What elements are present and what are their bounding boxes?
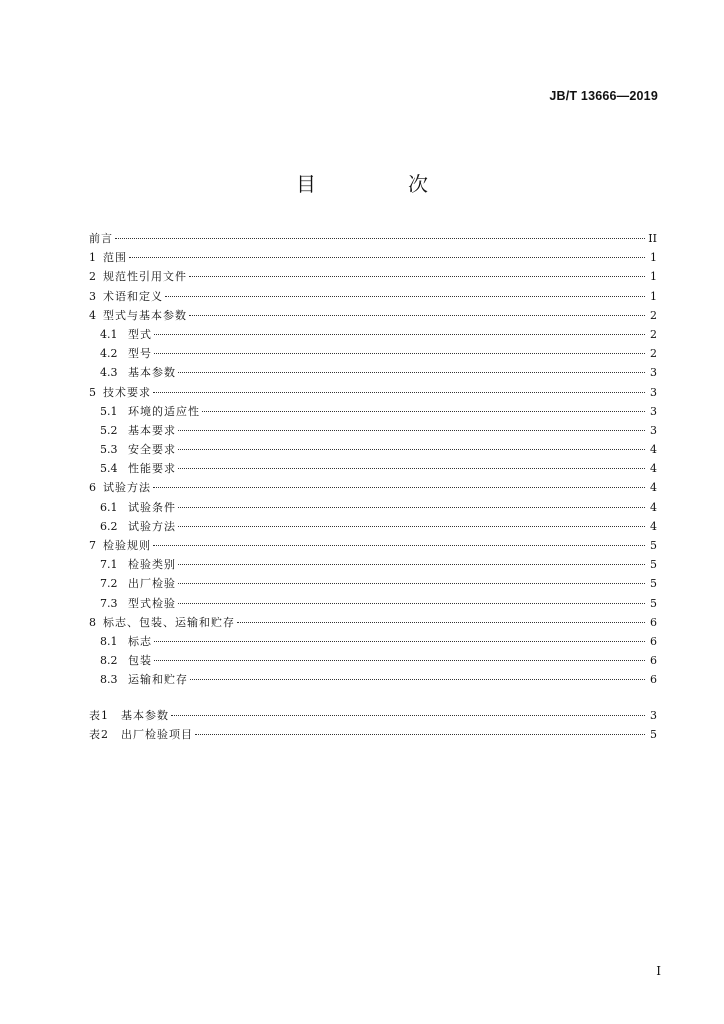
toc-entry-title: 型号 xyxy=(128,347,152,361)
toc-entry-number: 4.3 xyxy=(100,366,118,380)
dot-leader xyxy=(189,276,645,277)
toc-entry-page: 6 xyxy=(650,615,657,629)
toc-subsection-entry[interactable] xyxy=(89,594,657,613)
dot-leader xyxy=(154,353,645,354)
toc-entry-title: 术语和定义 xyxy=(103,289,163,303)
toc-entry-number: 表1 xyxy=(89,708,109,722)
dot-leader xyxy=(178,372,645,373)
toc-entry-page: 3 xyxy=(650,423,657,437)
toc-foreword-entry[interactable] xyxy=(89,229,657,248)
dot-leader xyxy=(154,660,645,661)
toc-entry-number: 3 xyxy=(89,289,96,303)
toc-entry-number: 5 xyxy=(89,385,96,399)
toc-entry-number: 表2 xyxy=(89,727,109,741)
toc-entry-number: 4.1 xyxy=(100,327,118,341)
toc-entry-page: 1 xyxy=(650,251,657,265)
toc-entry-page: 3 xyxy=(650,404,657,418)
dot-leader xyxy=(154,641,645,642)
toc-subsection-entry[interactable] xyxy=(89,574,657,593)
toc-entry-page: 3 xyxy=(650,366,657,380)
toc-entry-title: 标志、包装、运输和贮存 xyxy=(103,615,235,629)
dot-leader xyxy=(190,679,645,680)
toc-entry-title: 检验类别 xyxy=(128,558,176,572)
toc-subsection-entry[interactable] xyxy=(89,344,657,363)
toc-entry-page: 4 xyxy=(650,443,657,457)
toc-entry-title: 范围 xyxy=(103,251,127,265)
toc-subsection-entry[interactable] xyxy=(89,440,657,459)
page-title: 目 次 xyxy=(296,172,464,196)
dot-leader xyxy=(178,564,645,565)
dot-leader xyxy=(171,715,645,716)
toc-section-entry[interactable] xyxy=(89,536,657,555)
toc-section-entry[interactable] xyxy=(89,248,657,267)
toc-subsection-entry[interactable] xyxy=(89,325,657,344)
toc-entry-page: 6 xyxy=(650,634,657,648)
toc-entry-title: 试验方法 xyxy=(103,481,151,495)
toc-entry-title: 出厂检验项目 xyxy=(121,727,193,741)
dot-leader xyxy=(189,315,645,316)
toc-section-entry[interactable] xyxy=(89,267,657,286)
toc-section-entry[interactable] xyxy=(89,478,657,497)
toc-entry-number: 6.1 xyxy=(100,500,118,514)
table-of-contents xyxy=(89,229,657,744)
toc-entry-title: 性能要求 xyxy=(128,462,176,476)
dot-leader xyxy=(153,487,645,488)
toc-subsection-entry[interactable] xyxy=(89,459,657,478)
toc-subsection-entry[interactable] xyxy=(89,402,657,421)
dot-leader xyxy=(195,734,645,735)
toc-entry-page: 5 xyxy=(650,596,657,610)
dot-leader xyxy=(129,257,645,258)
toc-spacer xyxy=(89,690,657,706)
toc-entry-page: 2 xyxy=(650,308,657,322)
toc-entry-number: 4 xyxy=(89,308,96,322)
toc-entry-page: 6 xyxy=(650,673,657,687)
toc-entry-number: 7 xyxy=(89,539,96,552)
toc-entry-page: 2 xyxy=(650,327,657,341)
toc-entry-title: 运输和贮存 xyxy=(128,673,188,687)
toc-entry-number: 7.2 xyxy=(100,577,118,591)
toc-entry-page: 5 xyxy=(650,539,657,552)
toc-section-entry[interactable] xyxy=(89,613,657,632)
toc-section-entry[interactable] xyxy=(89,287,657,306)
dot-leader xyxy=(178,507,645,508)
toc-subsection-entry[interactable] xyxy=(89,421,657,440)
toc-entry-number: 8.2 xyxy=(100,654,118,668)
toc-entry-title: 基本参数 xyxy=(128,366,176,380)
toc-entry-title: 环境的适应性 xyxy=(128,404,200,418)
toc-entry-title: 检验规则 xyxy=(103,539,151,552)
toc-entry-number: 8.3 xyxy=(100,673,118,687)
toc-entry-page: 4 xyxy=(650,500,657,514)
toc-entry-number: 7.1 xyxy=(100,558,118,572)
toc-entry-number: 1 xyxy=(89,251,96,265)
toc-entry-page: 3 xyxy=(650,385,657,399)
toc-entry-page: 5 xyxy=(650,577,657,591)
dot-leader xyxy=(153,545,645,546)
toc-entry-title: 技术要求 xyxy=(103,385,151,399)
toc-entry-title: 包装 xyxy=(128,654,152,668)
toc-entry-number: 2 xyxy=(89,270,96,284)
toc-entry-title: 试验条件 xyxy=(128,500,176,514)
toc-entry-page: 1 xyxy=(650,270,657,284)
dot-leader xyxy=(178,603,645,604)
dot-leader xyxy=(154,334,645,335)
dot-leader xyxy=(202,411,645,412)
toc-subsection-entry[interactable] xyxy=(89,498,657,517)
toc-subsection-entry[interactable] xyxy=(89,670,657,689)
toc-entry-page: 6 xyxy=(650,654,657,668)
toc-entry-number: 8.1 xyxy=(100,634,118,648)
standard-code: JB/T 13666—2019 xyxy=(549,89,658,103)
toc-entry-title: 前言 xyxy=(89,232,113,245)
toc-entry-page: 5 xyxy=(650,558,657,572)
toc-entry-number: 8 xyxy=(89,615,96,629)
dot-leader xyxy=(178,449,645,450)
toc-entry-title: 型式与基本参数 xyxy=(103,308,187,322)
toc-entry-number: 7.3 xyxy=(100,596,118,610)
toc-entry-number: 6 xyxy=(89,481,96,495)
toc-section-entry[interactable] xyxy=(89,383,657,402)
toc-entry-title: 基本要求 xyxy=(128,423,176,437)
toc-entry-title: 安全要求 xyxy=(128,443,176,457)
toc-entry-page: 4 xyxy=(650,462,657,476)
toc-entry-page: 1 xyxy=(650,289,657,303)
toc-entry-number: 5.1 xyxy=(100,404,118,418)
dot-leader xyxy=(178,526,645,527)
toc-entry-title: 出厂检验 xyxy=(128,577,176,591)
toc-subsection-entry[interactable] xyxy=(89,632,657,651)
toc-table-entry[interactable] xyxy=(89,725,657,744)
dot-leader xyxy=(237,622,645,623)
toc-section-entry[interactable] xyxy=(89,306,657,325)
page-number: I xyxy=(656,964,661,978)
toc-entry-page: 4 xyxy=(650,481,657,495)
dot-leader xyxy=(178,468,645,469)
dot-leader xyxy=(115,238,645,239)
toc-entry-title: 规范性引用文件 xyxy=(103,270,187,284)
toc-entry-title: 基本参数 xyxy=(121,708,169,722)
dot-leader xyxy=(165,296,645,297)
toc-entry-title: 试验方法 xyxy=(128,519,176,533)
toc-entry-number: 5.2 xyxy=(100,423,118,437)
toc-entry-title: 标志 xyxy=(128,634,152,648)
toc-entry-page: II xyxy=(648,232,657,245)
toc-entry-number: 5.4 xyxy=(100,462,118,476)
toc-entry-page: 3 xyxy=(650,708,657,722)
toc-entry-title: 型式 xyxy=(128,327,152,341)
toc-table-entry[interactable] xyxy=(89,706,657,725)
toc-entry-page: 5 xyxy=(650,727,657,741)
dot-leader xyxy=(153,392,645,393)
toc-subsection-entry[interactable] xyxy=(89,555,657,574)
toc-entry-number: 6.2 xyxy=(100,519,118,533)
toc-entry-number: 5.3 xyxy=(100,443,118,457)
toc-subsection-entry[interactable] xyxy=(89,517,657,536)
toc-entry-page: 2 xyxy=(650,347,657,361)
toc-subsection-entry[interactable] xyxy=(89,651,657,670)
toc-entry-title: 型式检验 xyxy=(128,596,176,610)
dot-leader xyxy=(178,583,645,584)
toc-entry-page: 4 xyxy=(650,519,657,533)
toc-entry-number: 4.2 xyxy=(100,347,118,361)
dot-leader xyxy=(178,430,645,431)
toc-subsection-entry[interactable] xyxy=(89,363,657,382)
